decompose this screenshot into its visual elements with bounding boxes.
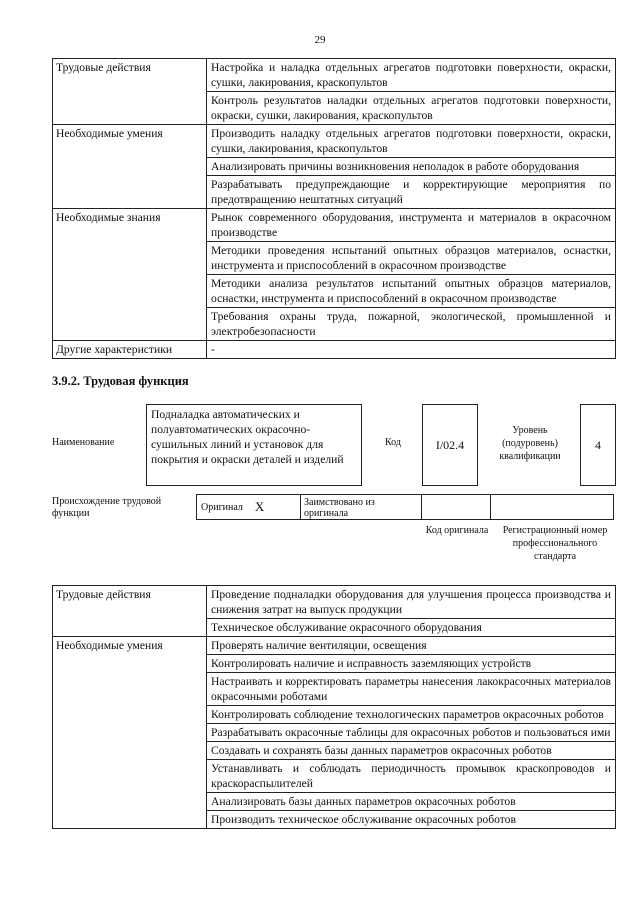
row-item-text: Техническое обслуживание окрасочного оборудования [207, 619, 616, 637]
row-item-text: - [207, 341, 616, 359]
competency-table-1 [52, 58, 616, 359]
row-group-label: Трудовые действия [53, 586, 207, 637]
table-row [53, 59, 616, 92]
row-item-text: Настройка и наладка отдельных агрегатов подготовки поверхности, окраски, сушки, лакирования, краскопультов [207, 59, 616, 92]
table-row [53, 125, 616, 158]
table-row [53, 209, 616, 242]
original-label: Оригинал [201, 501, 243, 513]
origin-row [197, 494, 614, 520]
row-item-text: Разрабатывать окрасочные таблицы для окрасочных роботов и пользоваться ими [207, 724, 616, 742]
row-item-text: Устанавливать и соблюдать периодичность промывок краскопроводов и краскораспылителей [207, 760, 616, 793]
code-original-label: Код оригинала [425, 525, 489, 536]
row-group-label: Другие характеристики [53, 341, 207, 359]
row-item-text: Методики проведения испытаний опытных образцов материалов, оснастки, инструмента и приспособлений в окрасочном производстве [207, 242, 616, 275]
row-item-text: Анализировать базы данных параметров окрасочных роботов [207, 793, 616, 811]
table-row [53, 341, 616, 359]
original-mark: X [254, 499, 265, 514]
row-group-label: Трудовые действия [53, 59, 207, 125]
table-row [53, 637, 616, 655]
origin-label: Происхождение трудовой функции [52, 496, 162, 519]
row-item-text: Контролировать соблюдение технологических параметров окрасочных роботов [207, 706, 616, 724]
section-title: 3.9.2. Трудовая функция [52, 374, 189, 388]
function-name: Подналадка автоматических и полуавтоматических окрасочно-сушильных линий и установок для покрытия и окраски деталей и изделий [146, 404, 362, 486]
row-item-text: Производить техническое обслуживание окрасочных роботов [207, 811, 616, 829]
row-item-text: Контролировать наличие и исправность заземляющих устройств [207, 655, 616, 673]
table-row [53, 586, 616, 619]
competency-table-2 [52, 585, 616, 829]
level-label: Уровень (подуровень) квалификации [499, 425, 561, 462]
borrowed-cell: Заимствовано из оригинала [300, 494, 422, 520]
row-item-text: Рынок современного оборудования, инструмента и материалов в окрасочном производстве [207, 209, 616, 242]
row-group-label: Необходимые умения [53, 125, 207, 209]
row-item-text: Требования охраны труда, пожарной, экологической, промышленной и электробезопасности [207, 308, 616, 341]
code-label: Код [385, 437, 401, 448]
row-item-text: Разрабатывать предупреждающие и корректирующие мероприятия по предотвращению нештатных ситуаций [207, 176, 616, 209]
original-cell [196, 494, 301, 520]
row-group-label: Необходимые умения [53, 637, 207, 829]
reg-number-cell [490, 494, 614, 520]
page-number: 29 [314, 34, 326, 46]
row-item-text: Настраивать и корректировать параметры нанесения лакокрасочных материалов окрасочными роботами [207, 673, 616, 706]
row-item-text: Контроль результатов наладки отдельных агрегатов подготовки поверхности, окраски, сушки, лакирования, краскопультов [207, 92, 616, 125]
row-item-text: Производить наладку отдельных агрегатов подготовки поверхности, окраски, сушки, лакирования, краскопультов [207, 125, 616, 158]
code-original-cell [421, 494, 491, 520]
row-item-text: Проверять наличие вентиляции, освещения [207, 637, 616, 655]
reg-number-label: Регистрационный номер профессионального стандарта [502, 525, 608, 562]
row-item-text: Анализировать причины возникновения неполадок в работе оборудования [207, 158, 616, 176]
row-item-text: Методики анализа результатов испытаний опытных образцов материалов, оснастки, инструмента и приспособлений в окрасочном производстве [207, 275, 616, 308]
row-item-text: Проведение подналадки оборудования для улучшения процесса производства и снижения затрат на выпуск продукции [207, 586, 616, 619]
qualification-level: 4 [580, 404, 616, 486]
row-item-text: Создавать и сохранять базы данных параметров окрасочных роботов [207, 742, 616, 760]
row-group-label: Необходимые знания [53, 209, 207, 341]
function-code: I/02.4 [422, 404, 478, 486]
name-label: Наименование [52, 437, 115, 448]
